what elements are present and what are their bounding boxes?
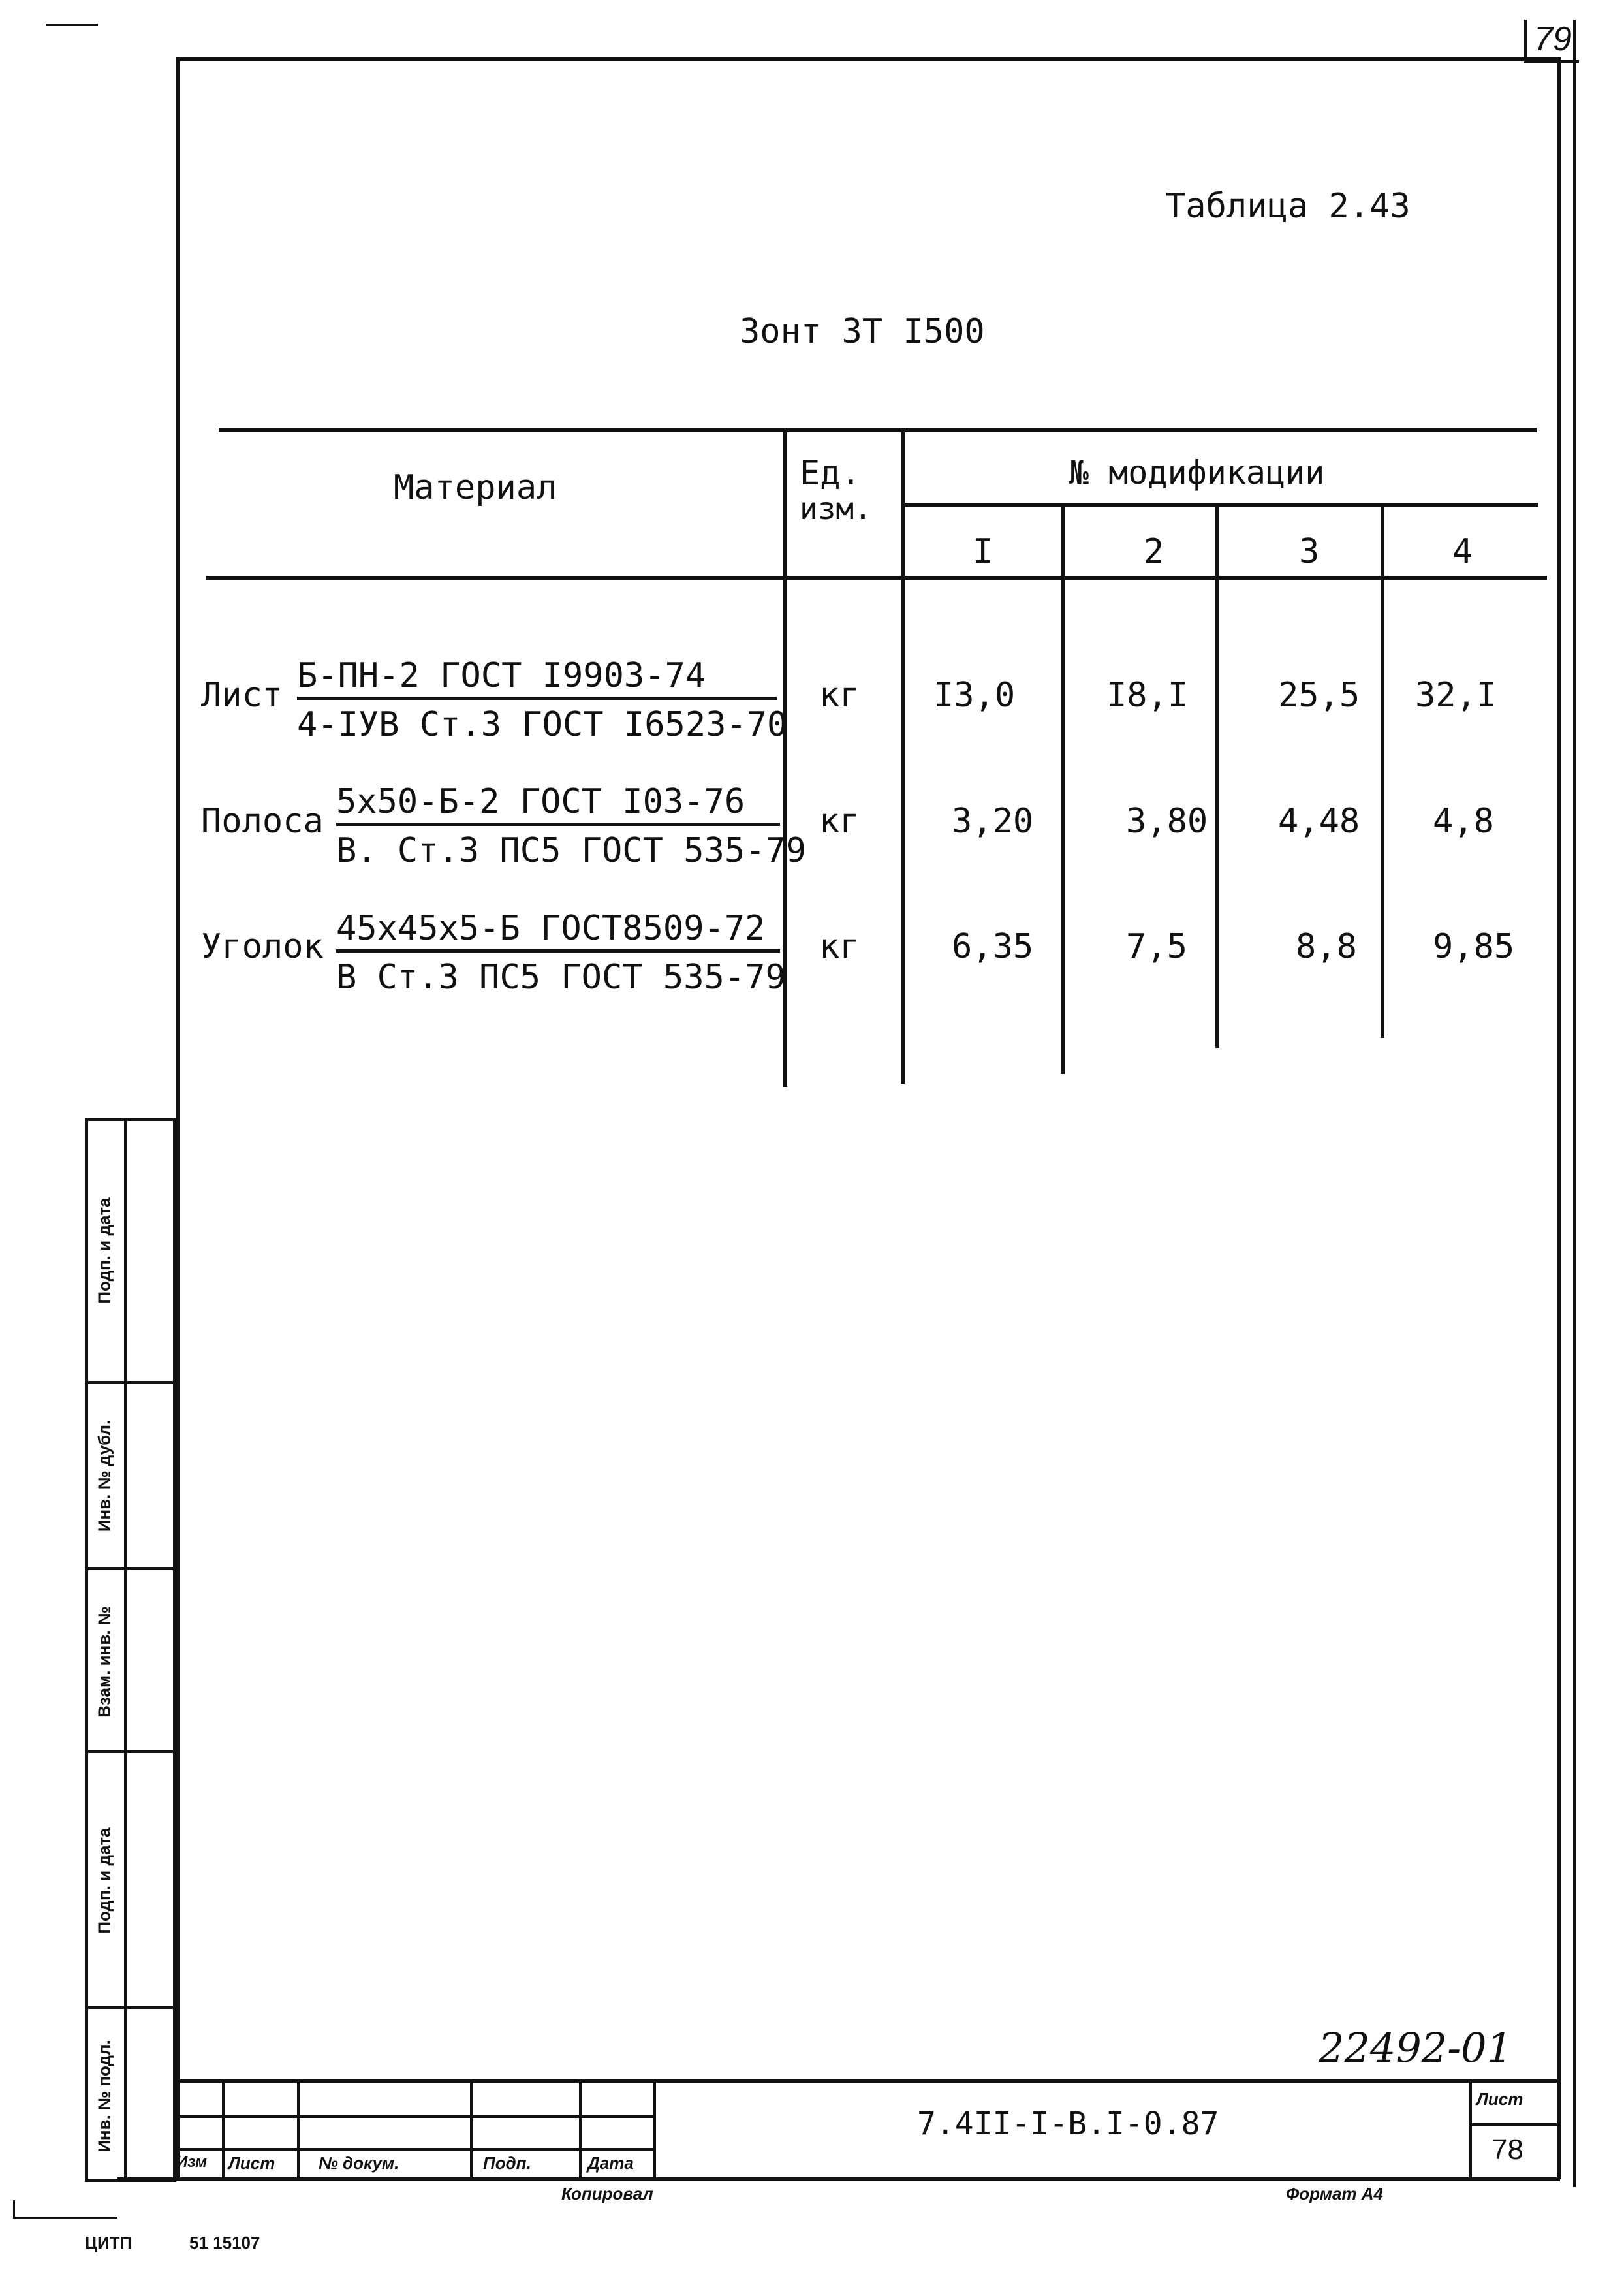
footer-left-tick [13,2217,117,2219]
side-stamp-orig-inv: Инв. № подл. [94,2040,114,2153]
row3-spec-top: 45х45х5-Б ГОСТ8509-72 [336,909,780,953]
row1-spec-bottom: 4-IУВ Ст.3 ГОСТ I6523-70 [297,705,788,744]
col-rule-3 [1061,503,1065,1074]
corner-page-number: 79 [1534,20,1572,58]
side-stamp-rule-3 [85,1750,176,1753]
title-block-col-3 [470,2079,473,2181]
row2-spec-top: 5х50-Б-2 ГОСТ I03-76 [336,782,780,826]
col-rule-4 [1215,503,1219,1048]
header-modification: № модификации [1069,454,1325,492]
header-mod-4: 4 [1452,532,1473,571]
frame-right-line [1557,57,1561,2179]
side-stamp-divider [124,1118,127,2182]
side-stamp-repl-inv: Взам. инв. № [94,1606,114,1718]
side-stamp-rule-2 [85,1567,176,1570]
row1-spec-top: Б-ПН-2 ГОСТ I9903-74 [297,656,777,700]
row2-mod4: 4,8 [1433,802,1494,841]
col-rule-2 [901,428,905,1084]
row3-mod1: 6,35 [952,927,1034,966]
row1-unit: кг [819,676,860,715]
row2-spec-bottom: В. Ст.3 ПС5 ГОСТ 535-79 [336,831,807,870]
row1-mod3: 25,5 [1278,676,1360,715]
side-stamp-sign-date-2: Подп. и дата [94,1827,114,1934]
title-block-sheet-rule [1469,2123,1560,2126]
row2-name: Полоса [201,802,324,841]
frame-left-line [176,57,180,2179]
row2-mod1: 3,20 [952,802,1034,841]
frame-bottom-line [117,2177,1560,2181]
title-block-col-1 [222,2079,225,2181]
title-block-col-2 [297,2079,300,2181]
row2-mod2: 3,80 [1126,802,1208,841]
outer-top-dash [46,24,98,26]
header-unit-line1: Ед. [800,454,861,493]
row1-mod4: 32,I [1415,676,1497,715]
title-block-top-rule [176,2079,1560,2083]
row1-name: Лист [201,676,283,715]
table-caption: Таблица 2.43 [1165,187,1411,226]
header-mod-2: 2 [1144,532,1164,571]
mod-sub-rule [902,503,1538,507]
row3-unit: кг [819,927,860,966]
row3-mod3: 8,8 [1296,927,1357,966]
side-stamp-sign-date-1: Подп. и дата [94,1197,114,1304]
row3-mod2: 7,5 [1126,927,1187,966]
footer-print-code: 51 15107 [189,2233,260,2252]
title-col-izm: Изм [176,2153,207,2171]
row1-mod1: I3,0 [933,676,1016,715]
title-col-list: Лист [228,2153,275,2173]
col-rule-5 [1381,503,1384,1038]
title-block-sheet-col [1469,2079,1472,2181]
footer-format: Формат А4 [1286,2184,1383,2203]
title-col-sign: Подп. [483,2153,531,2173]
row2-unit: кг [819,802,860,841]
title-block-col-5 [653,2079,656,2181]
table-title: Зонт ЗТ I500 [740,312,985,351]
title-block-sheet-number: 78 [1491,2134,1523,2166]
row3-name: Уголок [201,927,324,966]
frame-top-line [176,57,1560,61]
header-mod-3: 3 [1299,532,1320,571]
header-material: Материал [394,468,557,507]
row1-mod2: I8,I [1106,676,1189,715]
title-block-doc-code: 7.4II-I-В.I-0.87 [917,2106,1219,2142]
row3-mod4: 9,85 [1433,927,1515,966]
footer-copied: Копировал [561,2184,653,2203]
title-block-col-4 [579,2079,582,2181]
title-col-date: Дата [587,2153,634,2173]
outer-right-line [1573,20,1576,2187]
table-top-rule [219,428,1537,432]
row2-mod3: 4,48 [1278,802,1360,841]
header-bottom-rule [206,576,1547,580]
title-block-sheet-label: Лист [1476,2089,1523,2109]
footer-printer: ЦИТП [85,2233,133,2252]
side-stamp-rule-1 [85,1381,176,1384]
side-stamp-rule-4 [85,2006,176,2009]
handwritten-number: 22492-01 [1319,2024,1513,2072]
header-unit-line2: изм. [800,491,872,526]
row3-spec-bottom: В Ст.3 ПС5 ГОСТ 535-79 [336,958,786,997]
header-mod-1: I [973,532,993,571]
footer-left-tick-v [13,2200,15,2219]
title-col-doc: № докум. [319,2153,399,2173]
side-stamp-dup-inv: Инв. № дубл. [94,1419,114,1532]
